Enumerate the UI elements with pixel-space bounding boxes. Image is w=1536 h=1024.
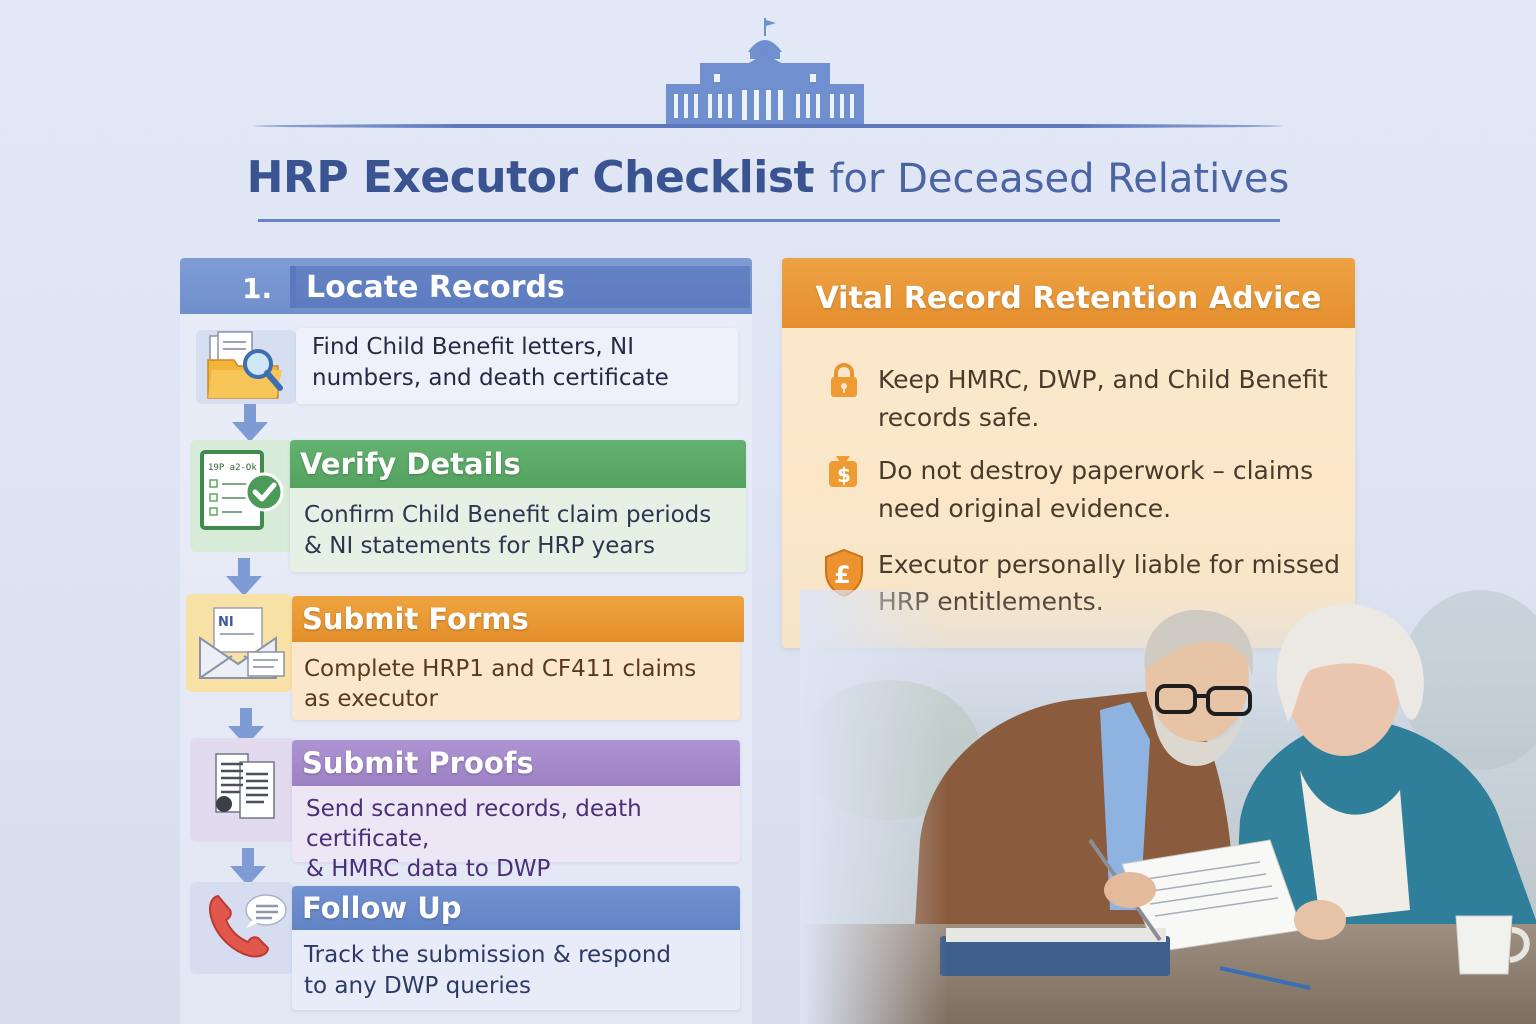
- step-1-body-line-1: Find Child Benefit letters, NI: [312, 334, 635, 360]
- step-1-body: [312, 332, 732, 394]
- step-5-body-line-2: to any DWP queries: [304, 973, 531, 999]
- step-5-title: Follow Up: [302, 891, 462, 925]
- step-1-number: 1.: [242, 272, 273, 305]
- step-5-body-line-1: Track the submission & respond: [304, 942, 672, 968]
- step-2-body-line-2: & NI statements for HRP years: [304, 533, 655, 559]
- elderly-couple-photo: [800, 590, 1536, 1024]
- step-3-header: [292, 596, 744, 642]
- folder-magnifier-icon: [196, 330, 296, 404]
- header-top-rule: [254, 124, 1282, 128]
- advice-tip-1-line-1: Keep HMRC, DWP, and Child Benefit: [878, 365, 1328, 394]
- envelope-icon: [186, 594, 292, 692]
- arrow-down-icon: [230, 404, 270, 444]
- arrow-down-icon: [224, 558, 264, 598]
- step-3-body: [304, 654, 734, 714]
- step-3-body-line-1: Complete HRP1 and CF411 claims: [304, 656, 697, 682]
- step-3-title: Submit Forms: [302, 602, 529, 636]
- step-5-header: [292, 886, 740, 930]
- step-5-body: [304, 940, 734, 1002]
- step-3-icon-text: NI: [218, 615, 234, 630]
- svg-text:$: $: [837, 463, 851, 487]
- step-4-body: [306, 794, 746, 884]
- step-4-title: Submit Proofs: [302, 746, 534, 780]
- advice-tip-2-line-2: need original evidence.: [878, 494, 1172, 523]
- step-2-icon-bg: [190, 440, 294, 552]
- header-bottom-rule: [258, 219, 1280, 222]
- step-4-body-line-2: & HMRC data to DWP: [306, 856, 551, 882]
- step-4-icon-bg: [190, 738, 294, 842]
- documents-icon: [190, 738, 294, 842]
- step-1-icon-bg: [196, 330, 296, 404]
- step-2-icon-text: 19P a2-Ok: [208, 463, 257, 473]
- step-3-body-line-2: as executor: [304, 686, 438, 712]
- step-2-body: [304, 500, 744, 562]
- page-title: [0, 152, 1536, 203]
- advice-tip-2: [878, 452, 1338, 528]
- step-2-header: [290, 440, 746, 488]
- phone-chat-icon: [190, 882, 294, 974]
- checked-document-icon: [190, 440, 294, 552]
- advice-tip-3-line-1: Executor personally liable for missed: [878, 550, 1341, 579]
- advice-tip-2-line-1: Do not destroy paperwork – claims: [878, 456, 1314, 485]
- title-main: HRP Executor Checklist: [246, 152, 815, 203]
- step-2-title: Verify Details: [300, 447, 521, 481]
- advice-title: Vital Record Retention Advice: [782, 258, 1355, 328]
- step-1-body-line-2: numbers, and death certificate: [312, 365, 669, 391]
- lock-icon: [828, 362, 860, 398]
- government-building-icon: [664, 18, 866, 128]
- step-4-body-line-1: Send scanned records, death certificate,: [306, 796, 642, 852]
- step-1-header: [180, 258, 752, 314]
- step-1-title: Locate Records: [306, 270, 565, 305]
- step-5-icon-bg: [190, 882, 294, 974]
- money-bag-icon: [826, 452, 860, 488]
- title-sub: for Deceased Relatives: [829, 156, 1290, 202]
- step-3-icon-bg: [186, 594, 292, 692]
- step-2-body-line-1: Confirm Child Benefit claim periods: [304, 502, 712, 528]
- advice-tip-1-line-2: records safe.: [878, 403, 1040, 432]
- step-4-header: [292, 740, 740, 786]
- advice-tip-1: [878, 361, 1338, 437]
- svg-text:£: £: [834, 561, 851, 589]
